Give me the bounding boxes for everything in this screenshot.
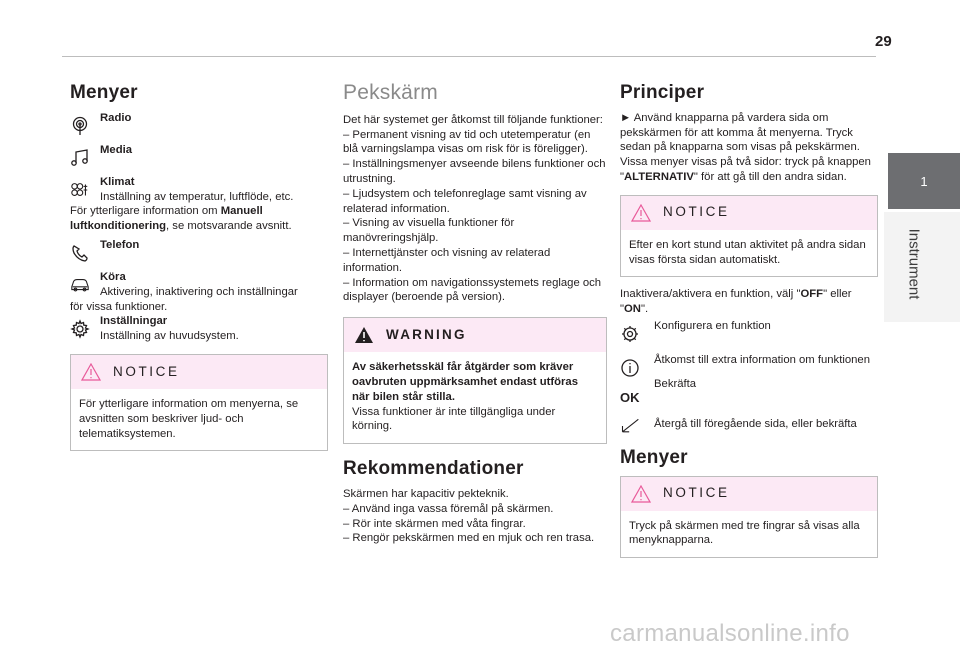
climate-more-link: Manuell luftkonditionering [70, 205, 263, 233]
car-icon [70, 270, 100, 296]
bullet: – Rör inte skärmen med våta fingrar. [343, 517, 526, 530]
climate-fan-icon [70, 175, 100, 201]
notice-body: Efter en kort stund utan aktivitet på andra sidan visas första sidan automatiskt. [629, 238, 866, 266]
notice-header [621, 196, 877, 230]
bullet: – Rengör pekskärmen med en mjuk och ren trasa. [343, 532, 595, 545]
menus-heading: Menyer [70, 82, 138, 103]
menu-item-title: Radio [100, 111, 132, 124]
toggle-text [620, 287, 878, 317]
chapter-tab[interactable]: 1 [888, 153, 960, 209]
icon-legend-back [620, 411, 878, 437]
climate-more-info [70, 204, 328, 234]
menu-item-title: Telefon [100, 238, 140, 251]
bullet: – Inställningsmenyer avseende bilens funktioner och utrustning. [343, 158, 606, 185]
icon-legend-text: Åtkomst till extra information om funktionen [654, 353, 870, 366]
menu-item-telephone [70, 238, 328, 264]
notice-body: Tryck på skärmen med tre fingrar så visas alla menyknapparna. [629, 519, 860, 547]
menu-item-settings [70, 314, 328, 344]
notice-title: NOTICE [113, 363, 180, 379]
touchscreen-intro: Det här systemet ger åtkomst till följande funktioner: [343, 113, 603, 126]
notice-body: För ytterligare information om menyerna, se avsnitten som beskriver ljud- och telematiksystemen. [79, 397, 299, 440]
info-icon [620, 353, 654, 379]
notice-header [621, 477, 877, 511]
notice-box [70, 354, 328, 451]
menu-item-media [70, 143, 328, 169]
warning-triangle-icon [354, 326, 374, 344]
icon-legend-text: Bekräfta [654, 377, 697, 390]
menu-item-desc: Inställning av huvudsystem. [100, 330, 239, 343]
warning-text: Vissa funktioner är inte tillgängliga under körning. [352, 405, 556, 433]
principles-text-a: ► Använd knapparna på vardera sida om pekskärmen för att komma åt menyerna. Tryck sedan på knapparna som visas på pekskärmen. Vissa menyer visas på två sidor: tryck på knappen " [620, 111, 871, 183]
off-label: OFF [800, 288, 824, 301]
warning-bold-text: Av säkerhetsskäl får åtgärder som kräver oavbruten uppmärksamhet endast utföras när bilen står stilla. [352, 361, 578, 403]
menus-heading-2: Menyer [620, 446, 688, 468]
chapter-title: Instrument [905, 228, 923, 300]
climate-more-text: För ytterligare information om [70, 205, 221, 218]
principles-text-b: " för att gå till den andra sidan. [693, 170, 847, 183]
bullet: – Information om navigationssystemets reglage och displayer (beroende på version). [343, 276, 602, 304]
menu-item-drive [70, 270, 328, 300]
drive-desc-continued: för vissa funktioner. [70, 300, 168, 313]
notice-title: NOTICE [663, 204, 730, 220]
warning-title: WARNING [386, 326, 467, 342]
alternativ-label: ALTERNATIV [624, 170, 694, 183]
warning-header [344, 318, 606, 352]
column-principles [620, 82, 878, 558]
warning-body [344, 352, 606, 443]
principles-text [620, 111, 878, 185]
menu-item-climate [70, 175, 328, 205]
column-touchscreen [343, 81, 607, 546]
icon-legend-ok [620, 377, 878, 406]
bullet: – Ljudsystem och telefonreglage samt visning av relaterad information. [343, 187, 587, 215]
on-label: ON [624, 303, 641, 316]
icon-legend-info [620, 353, 878, 379]
climate-more-text-end: , se motsvarande avsnitt. [166, 220, 292, 233]
menu-item-desc: Aktivering, inaktivering och inställningar [100, 285, 298, 298]
bullet: – Internettjänster och visning av relaterad information. [343, 246, 551, 274]
icon-legend-text: Återgå till föregående sida, eller bekräfta [654, 417, 857, 430]
menu-item-radio [70, 111, 328, 137]
notice-triangle-icon [81, 363, 101, 381]
warning-box [343, 317, 607, 444]
telephone-icon [70, 238, 100, 264]
notice-title: NOTICE [663, 485, 730, 501]
toggle-text-b: " eller " [620, 288, 852, 316]
menu-item-title: Inställningar [100, 315, 168, 328]
menu-item-title: Köra [100, 270, 126, 283]
chapter-title-strip [884, 212, 960, 322]
menu-item-title: Media [100, 143, 133, 156]
back-arrow-icon [620, 411, 654, 437]
ok-label: OK [620, 389, 640, 405]
top-rule [62, 56, 876, 57]
bullet: – Permanent visning av tid och utetemperatur (en blå varningslampa visas om risk för is föreligger). [343, 128, 591, 156]
toggle-text-a: Inaktivera/aktivera en funktion, välj " [620, 288, 801, 301]
radio-icon [70, 111, 100, 137]
notice-header [71, 355, 327, 389]
music-note-icon [70, 143, 100, 169]
notice-triangle-icon [631, 204, 651, 222]
notice-box [620, 476, 878, 559]
menu-item-title: Klimat [100, 175, 135, 188]
principles-heading: Principer [620, 82, 705, 103]
settings-gear-icon [70, 314, 100, 340]
icon-legend-text: Konfigurera en funktion [654, 319, 771, 332]
notice-triangle-icon [631, 485, 651, 503]
notice-box [620, 195, 878, 278]
icon-legend-configure [620, 319, 878, 345]
page-number: 29 [875, 33, 892, 50]
toggle-text-c: ". [640, 303, 649, 316]
configure-gear-icon [620, 319, 654, 345]
recommendations-heading: Rekommendationer [343, 458, 524, 480]
watermark: carmanualsonline.info [610, 620, 850, 647]
touchscreen-heading: Pekskärm [343, 81, 438, 104]
recommendations-intro: Skärmen har kapacitiv pekteknik. [343, 487, 509, 500]
menu-item-desc: Inställning av temperatur, luftflöde, etc. [100, 190, 294, 203]
column-menus [70, 82, 328, 451]
bullet: – Använd inga vassa föremål på skärmen. [343, 502, 554, 515]
bullet: – Visning av visuella funktioner för manövreringshjälp. [343, 217, 515, 245]
